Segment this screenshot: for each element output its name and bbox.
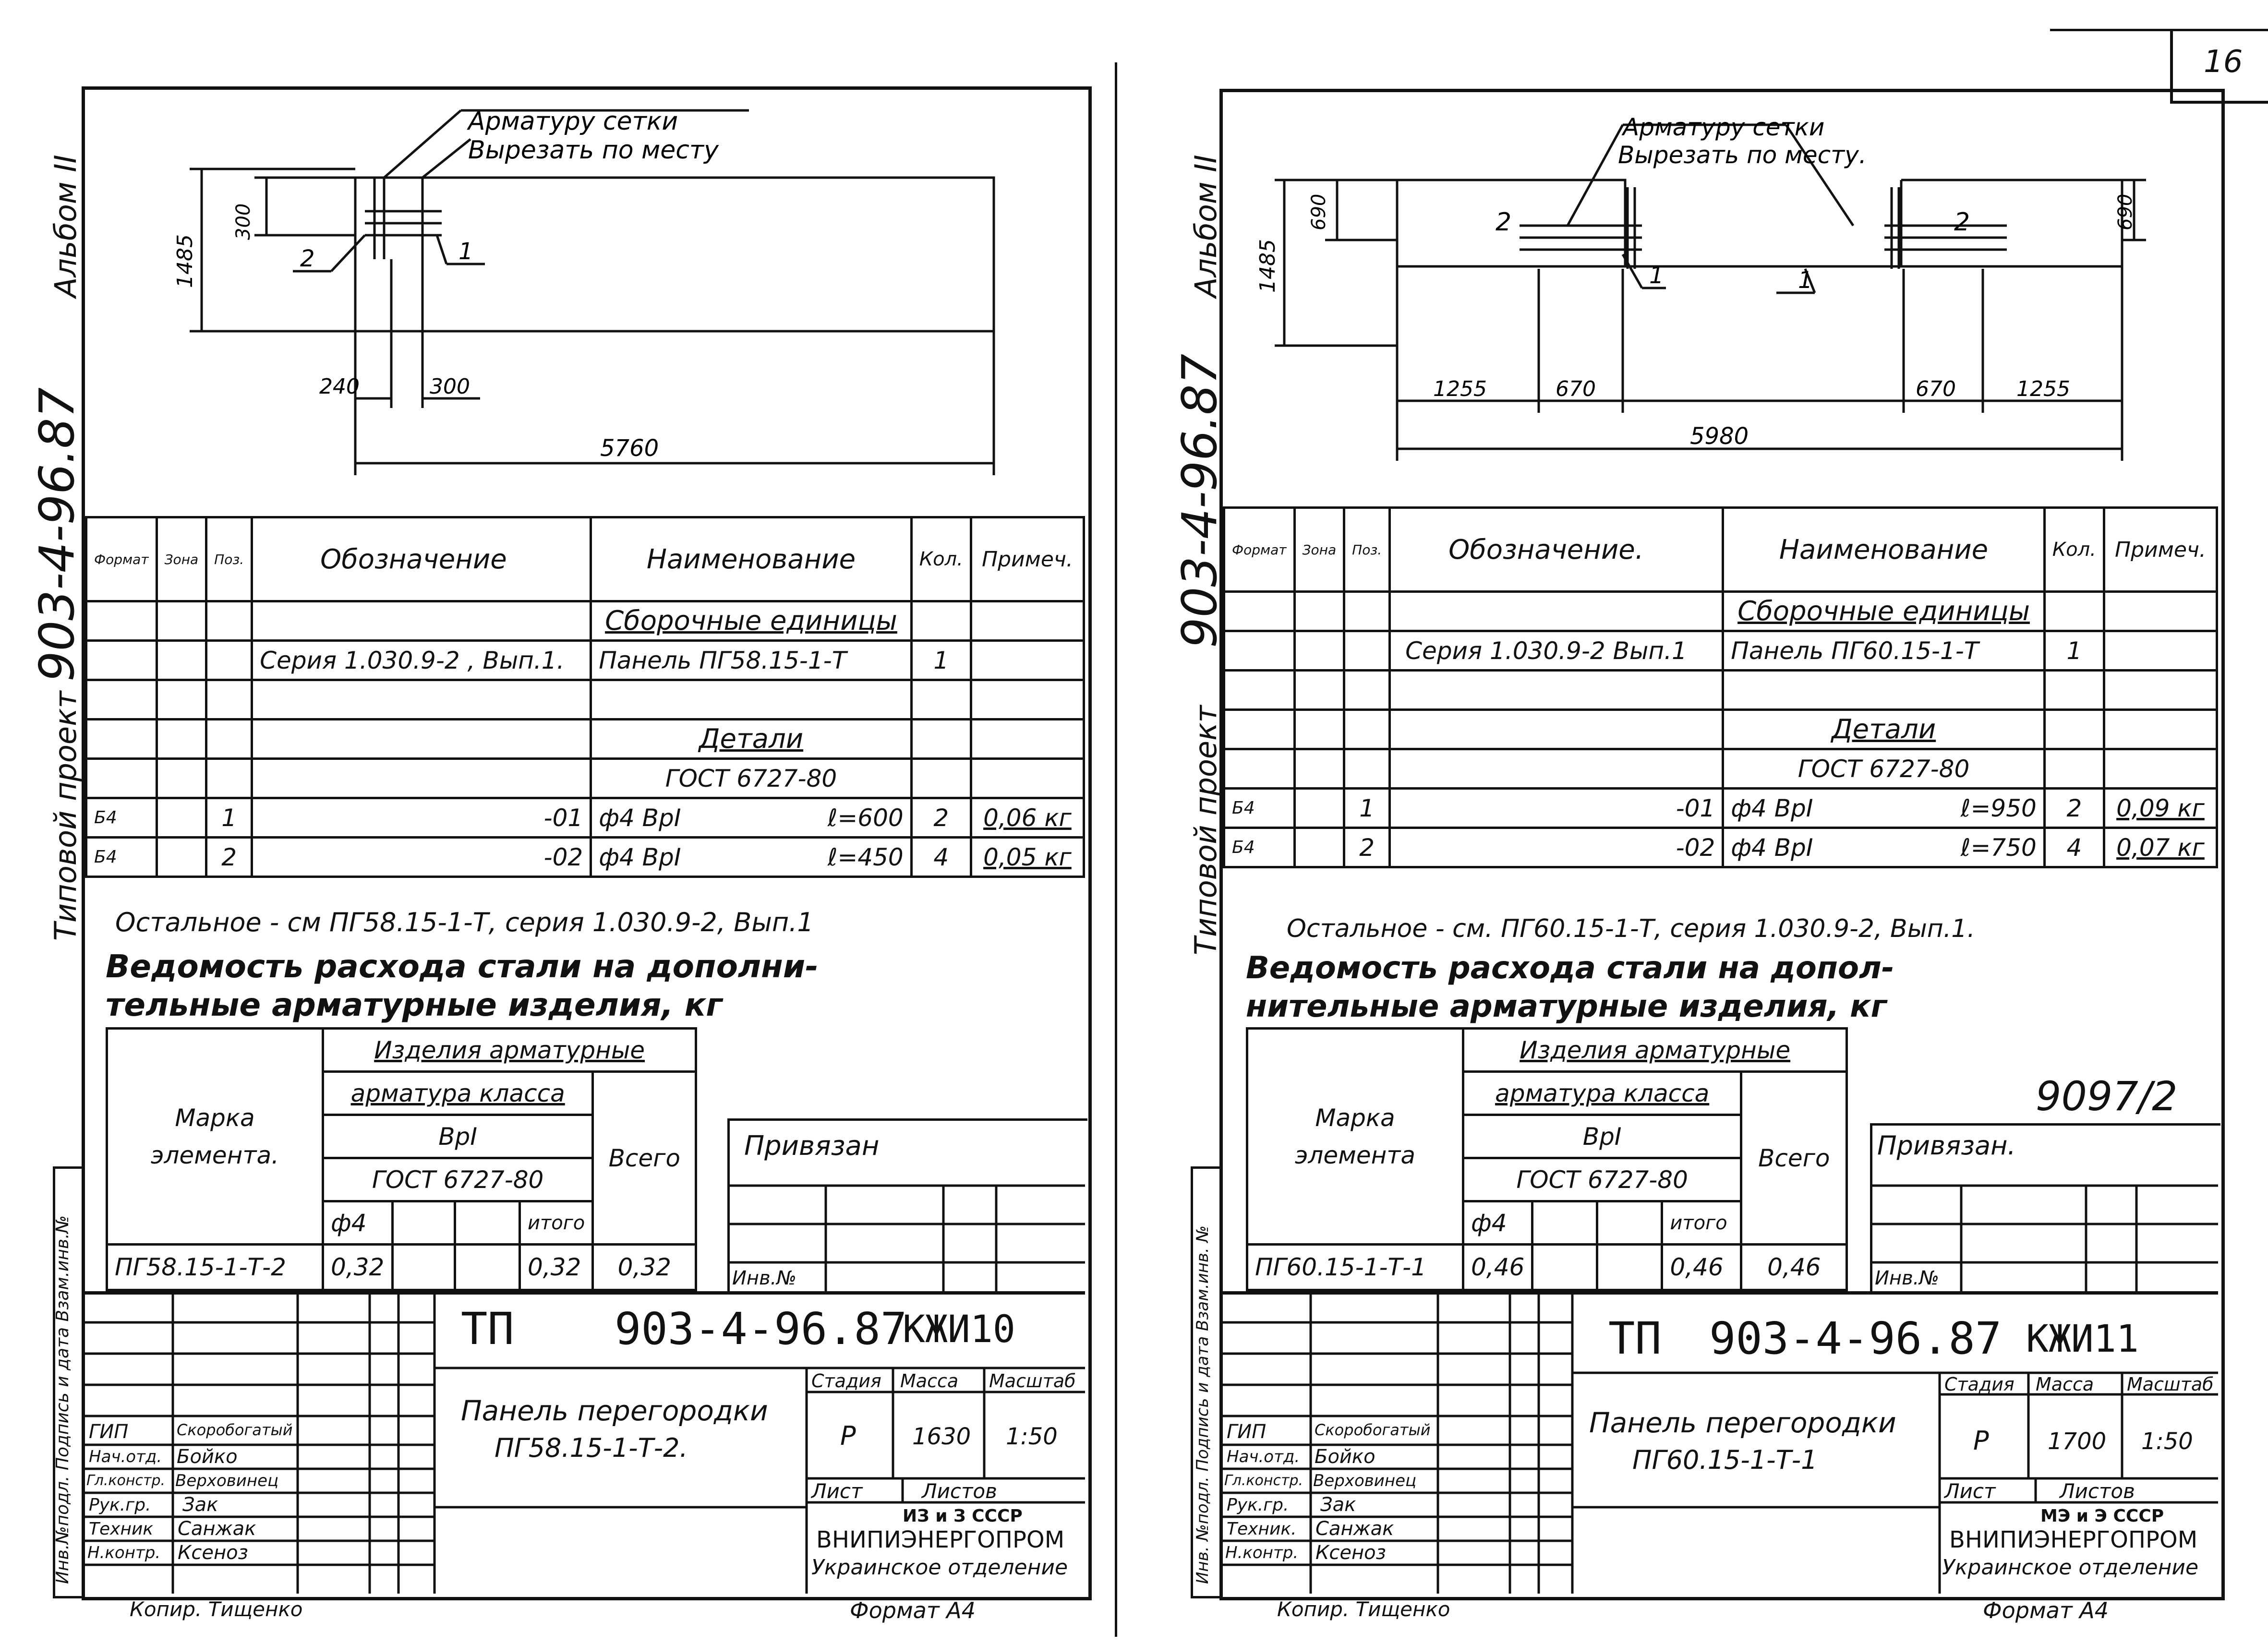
spec-header-note: Примеч. <box>2104 508 2217 592</box>
spec-header-pos: Поз. <box>1344 508 1390 592</box>
right-privyazan: Привязан. <box>1877 1130 2016 1161</box>
row-note: 0,05 кг <box>971 838 1084 877</box>
right-org-1: МЭ и Э СССР <box>2040 1506 2164 1526</box>
row-length: ℓ=600 <box>827 804 904 832</box>
steel-mark-label-2: элемента. <box>151 1141 279 1169</box>
left-dim-right: 300 <box>430 374 470 399</box>
album-label: Альбом II <box>48 155 83 298</box>
right-staff-role-5: Н.контр. <box>1225 1543 1299 1562</box>
right-format: Формат А4 <box>1983 1597 2109 1623</box>
right-project-label: Типовой проект <box>1188 705 1223 955</box>
right-panel-name-1: Панель перегородки <box>1589 1406 1896 1439</box>
left-dim-height: 1485 <box>173 234 197 288</box>
row-qty: 2 <box>2044 789 2104 828</box>
project-label: Типовой проект <box>48 691 83 941</box>
spec-assembly-ref: Серия 1.030.9-2 , Вып.1. <box>252 641 591 680</box>
left-stage: Р <box>840 1421 856 1451</box>
left-steel-title-2: тельные арматурные изделия, кг <box>106 986 723 1023</box>
row-name: ф4 ВрI <box>1731 833 1813 862</box>
left-dim-total: 5760 <box>600 435 659 462</box>
left-dim-left: 240 <box>319 374 360 399</box>
spec-header-format: Формат <box>86 517 157 601</box>
left-mass: 1630 <box>912 1423 971 1450</box>
left-org-1: ИЗ и З СССР <box>903 1506 1023 1526</box>
right-stage-h: Стадия <box>1944 1374 2015 1395</box>
left-copied: Копир. Тищенко <box>130 1597 303 1621</box>
steel-mark-label-2: элемента <box>1294 1141 1416 1169</box>
right-staff-role-0: ГИП <box>1227 1421 1267 1443</box>
right-note-line2: Вырезать по месту. <box>1618 141 1867 169</box>
right-staff-role-3: Рук.гр. <box>1227 1495 1289 1515</box>
left-sheet-code: КЖИ10 <box>903 1308 1015 1351</box>
right-dim-1: 1255 <box>1433 377 1487 401</box>
steel-group: Изделия арматурные <box>1463 1029 1847 1072</box>
left-pos2-label: 2 <box>300 245 315 272</box>
right-lists-h: Листов <box>2060 1479 2135 1503</box>
spec-details-std: ГОСТ 6727-80 <box>591 759 912 798</box>
left-staff-role-1: Нач.отд. <box>89 1447 162 1466</box>
row-length: ℓ=950 <box>1960 794 2037 822</box>
spec-header-designation: Обозначение <box>252 517 591 601</box>
left-dim-local: 300 <box>232 203 254 240</box>
right-staff-role-2: Гл.констр. <box>1224 1472 1303 1489</box>
steel-mark-label-1: Марка <box>1315 1104 1395 1132</box>
right-list-h: Лист <box>1944 1479 1996 1503</box>
row-note: 0,06 кг <box>971 798 1084 838</box>
right-staff-name-3: Зак <box>1320 1494 1356 1516</box>
row-qty: 2 <box>911 798 971 838</box>
steel-class: арматура класса <box>323 1072 593 1115</box>
left-stage-h: Стадия <box>811 1370 881 1392</box>
left-staff-role-0: ГИП <box>89 1421 129 1443</box>
steel-row-phi: 0,46 <box>1463 1245 1532 1290</box>
left-list-h: Лист <box>811 1479 863 1503</box>
right-panel-name-2: ПГ60.15-1-Т-1 <box>1632 1445 1818 1475</box>
right-pos2-right: 2 <box>1954 208 1970 237</box>
row-format: Б4 <box>86 838 157 877</box>
spec-assembly-qty: 1 <box>2044 631 2104 671</box>
right-pos1-right: 1 <box>1798 267 1813 294</box>
spec-header-qty: Кол. <box>911 517 971 601</box>
right-staff-name-5: Ксеноз <box>1315 1542 1386 1564</box>
spec-assembly-qty: 1 <box>911 641 971 680</box>
left-staff-role-4: Техник <box>89 1519 154 1539</box>
right-steel-title-1: Ведомость расхода стали на допол- <box>1246 950 1894 986</box>
row-designation: -01 <box>252 798 591 838</box>
left-lists-h: Листов <box>922 1479 997 1503</box>
right-handwritten-number: 9097/2 <box>2036 1073 2178 1120</box>
project-code-vertical: 903-4-96.87 <box>29 387 85 682</box>
left-title-code: 903-4-96.87 <box>615 1303 907 1355</box>
spec-header-zone: Зона <box>157 517 206 601</box>
left-staff-name-2: Верховинец <box>175 1471 279 1490</box>
spec-header-qty: Кол. <box>2044 508 2104 592</box>
left-staff-name-4: Санжак <box>178 1518 256 1540</box>
left-staff-name-1: Бойко <box>177 1446 238 1468</box>
row-name: ф4 ВрI <box>1731 794 1813 822</box>
left-panel-name-2: ПГ58.15-1-Т-2. <box>495 1433 688 1463</box>
steel-vsego: Всего <box>1741 1072 1847 1245</box>
right-dim-2: 670 <box>1556 377 1596 401</box>
right-project-code-vertical: 903-4-96.87 <box>1171 354 1228 648</box>
left-scale: 1:50 <box>1006 1423 1058 1450</box>
row-qty: 4 <box>2044 828 2104 867</box>
right-staff-name-2: Верховинец <box>1313 1471 1417 1490</box>
right-mass-h: Масса <box>2036 1374 2094 1395</box>
right-dim-local-r: 690 <box>2114 193 2136 230</box>
steel-row-vsego: 0,46 <box>1741 1245 1847 1290</box>
steel-group: Изделия арматурные <box>323 1029 696 1072</box>
steel-class: арматура класса <box>1463 1072 1741 1115</box>
left-scale-h: Масштаб <box>989 1370 1076 1392</box>
right-sheet-code: КЖИ11 <box>2026 1318 2139 1361</box>
right-pos1-left: 1 <box>1649 262 1664 289</box>
steel-row-phi: 0,32 <box>323 1245 393 1290</box>
spec-header-name: Наименование <box>1723 508 2045 592</box>
right-staff-name-4: Санжак <box>1315 1518 1394 1540</box>
right-staff-name-0: Скоробогатый <box>1315 1421 1431 1439</box>
left-panel-name-1: Панель перегородки <box>461 1394 768 1427</box>
right-pos2-left: 2 <box>1496 208 1512 237</box>
spec-header-name: Наименование <box>591 517 912 601</box>
left-staff-name-0: Скоробогатый <box>177 1421 293 1439</box>
spec-assembly-name: Панель ПГ60.15-1-Т <box>1723 631 2045 671</box>
row-format: Б4 <box>86 798 157 838</box>
spec-assembly-name: Панель ПГ58.15-1-Т <box>591 641 912 680</box>
steel-row-itogo: 0,32 <box>520 1245 593 1290</box>
right-dim-3: 670 <box>1916 377 1956 401</box>
steel-grade: ВрI <box>323 1115 593 1158</box>
right-staff-role-4: Техник. <box>1227 1519 1297 1539</box>
right-staff-name-1: Бойко <box>1315 1446 1375 1468</box>
steel-phi: ф4 <box>323 1201 393 1245</box>
steel-gost: ГОСТ 6727-80 <box>1463 1158 1741 1201</box>
row-name: ф4 ВрI <box>599 804 681 832</box>
left-remark: Остальное - см ПГ58.15-1-Т, серия 1.030.9-2, Вып.1 <box>115 907 814 937</box>
spec-header-format: Формат <box>1224 508 1295 592</box>
right-staff-role-1: Нач.отд. <box>1227 1447 1300 1466</box>
spec-details-title: Детали <box>591 720 912 759</box>
page-number: 16 <box>2204 44 2243 80</box>
row-note: 0,07 кг <box>2104 828 2217 867</box>
steel-phi: ф4 <box>1463 1201 1532 1245</box>
left-org-2: ВНИПИЭНЕРГОПРОМ <box>816 1526 1065 1553</box>
left-mass-h: Масса <box>900 1370 959 1392</box>
left-staff-role-5: Н.контр. <box>87 1543 161 1562</box>
spec-details-std: ГОСТ 6727-80 <box>1723 749 2045 789</box>
right-inv: Инв.№ <box>1875 1267 1939 1289</box>
row-name: ф4 ВрI <box>599 843 681 871</box>
spec-assembly-title: Сборочные единицы <box>591 601 912 641</box>
right-dim-total: 5980 <box>1690 423 1749 450</box>
right-title-code: 903-4-96.87 <box>1709 1313 2002 1364</box>
spec-header-designation: Обозначение. <box>1390 508 1723 592</box>
spec-header-zone: Зона <box>1294 508 1344 592</box>
spec-assembly-title: Сборочные единицы <box>1723 592 2045 631</box>
left-format: Формат А4 <box>850 1597 976 1623</box>
row-qty: 4 <box>911 838 971 877</box>
right-stage: Р <box>1973 1426 1989 1456</box>
left-note-line1: Арматуру сетки <box>468 107 678 136</box>
steel-vsego: Всего <box>593 1072 696 1245</box>
right-scale-h: Масштаб <box>2127 1374 2214 1395</box>
right-dim-height: 1485 <box>1255 239 1280 293</box>
left-privyazan: Привязан <box>744 1130 880 1162</box>
right-dim-local-l: 690 <box>1308 193 1330 230</box>
left-pos1-label: 1 <box>458 238 473 265</box>
steel-itogo: итого <box>1662 1201 1741 1245</box>
left-staff-name-3: Зак <box>182 1494 218 1516</box>
row-designation: -02 <box>1390 828 1723 867</box>
spec-header-note: Примеч. <box>971 517 1084 601</box>
row-length: ℓ=450 <box>827 843 904 871</box>
spec-header-pos: Поз. <box>206 517 252 601</box>
steel-row-itogo: 0,46 <box>1662 1245 1741 1290</box>
left-staff-role-3: Рук.гр. <box>89 1495 151 1515</box>
left-sidebar-stamp: Инв.№подл. Подпись и дата Взам.инв.№ <box>53 1215 72 1584</box>
right-remark: Остальное - см. ПГ60.15-1-Т, серия 1.030.9-2, Вып.1. <box>1287 914 1975 943</box>
right-org-3: Украинское отделение <box>1942 1555 2199 1580</box>
left-steel-title-1: Ведомость расхода стали на дополни- <box>106 948 819 985</box>
row-note: 0,09 кг <box>2104 789 2217 828</box>
right-mass: 1700 <box>2048 1428 2107 1455</box>
left-staff-role-2: Гл.констр. <box>86 1472 166 1489</box>
row-pos: 1 <box>206 798 252 838</box>
steel-row-vsego: 0,32 <box>593 1245 696 1290</box>
steel-row-mark: ПГ58.15-1-Т-2 <box>107 1245 323 1290</box>
row-designation: -01 <box>1390 789 1723 828</box>
right-steel-title-2: нительные арматурные изделия, кг <box>1246 989 1887 1024</box>
right-copied: Копир. Тищенко <box>1277 1597 1450 1621</box>
left-org-3: Украинское отделение <box>811 1555 1068 1580</box>
left-staff-name-5: Ксеноз <box>178 1542 248 1564</box>
steel-itogo: итого <box>520 1201 593 1245</box>
left-tp: ТП <box>461 1303 514 1355</box>
right-org-2: ВНИПИЭНЕРГОПРОМ <box>1949 1526 2198 1553</box>
row-pos: 1 <box>1344 789 1390 828</box>
spec-assembly-ref: Серия 1.030.9-2 Вып.1 <box>1390 631 1723 671</box>
right-note-line1: Арматуру сетки <box>1623 113 1825 141</box>
row-format: Б4 <box>1224 828 1295 867</box>
right-dim-4: 1255 <box>2016 377 2070 401</box>
spec-details-title: Детали <box>1723 710 2045 749</box>
steel-row-mark: ПГ60.15-1-Т-1 <box>1247 1245 1463 1290</box>
row-designation: -02 <box>252 838 591 877</box>
right-sidebar-stamp: Инв. №подл. Подпись и дата Взам.инв. № <box>1193 1225 1212 1584</box>
row-format: Б4 <box>1224 789 1295 828</box>
steel-grade: ВрI <box>1463 1115 1741 1158</box>
left-inv: Инв.№ <box>732 1267 796 1289</box>
row-length: ℓ=750 <box>1960 833 2037 862</box>
row-pos: 2 <box>1344 828 1390 867</box>
row-pos: 2 <box>206 838 252 877</box>
right-tp: ТП <box>1608 1313 1662 1364</box>
right-album-label: Альбом II <box>1188 155 1223 298</box>
left-note-line2: Вырезать по месту <box>468 136 719 165</box>
steel-mark-label-1: Марка <box>175 1104 255 1132</box>
steel-gost: ГОСТ 6727-80 <box>323 1158 593 1201</box>
right-scale: 1:50 <box>2141 1428 2193 1455</box>
